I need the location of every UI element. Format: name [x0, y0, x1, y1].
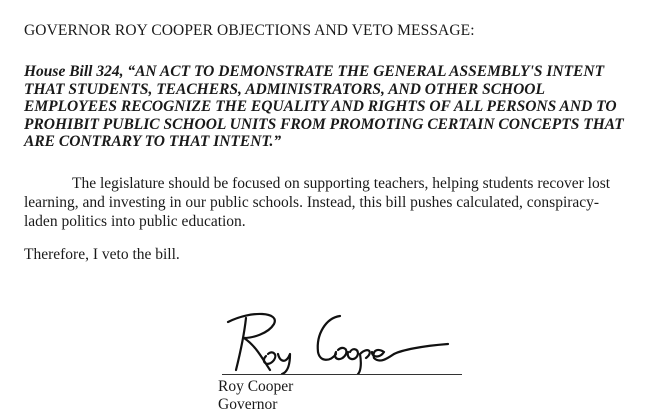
bill-title-line: ARE CONTRARY TO THAT INTENT.”	[24, 133, 282, 150]
bill-title-line: EMPLOYEES RECOGNIZE THE EQUALITY AND RIGHTS OF ALL PERSONS AND TO	[24, 98, 617, 115]
body-line: The legislature should be focused on supporting teachers, helping students recover lost	[72, 175, 611, 192]
body-line: learning, and investing in our public schools. Instead, this bill pushes calculated, conspiracy-	[24, 194, 600, 211]
bill-title	[24, 63, 650, 151]
bill-title-line: THAT STUDENTS, TEACHERS, ADMINISTRATORS, AND OTHER SCHOOL	[24, 80, 545, 98]
page-heading: GOVERNOR ROY COOPER OBJECTIONS AND VETO MESSAGE:	[24, 22, 475, 39]
closing-statement: Therefore, I veto the bill.	[24, 246, 180, 263]
signatory-name: Roy Cooper	[218, 378, 294, 395]
signature-line	[222, 374, 462, 375]
signatory-block	[218, 378, 293, 414]
body-line: laden politics into public education.	[24, 213, 246, 230]
signatory-title: Governor	[218, 396, 278, 413]
bill-title-line: House Bill 324, “AN ACT TO DEMONSTRATE THE GENERAL ASSEMBLY'S INTENT	[24, 63, 605, 80]
bill-title-line: PROHIBIT PUBLIC SCHOOL UNITS FROM PROMOTING CERTAIN CONCEPTS THAT	[24, 115, 624, 133]
body-paragraph	[24, 174, 644, 231]
handwritten-signature	[222, 308, 454, 374]
